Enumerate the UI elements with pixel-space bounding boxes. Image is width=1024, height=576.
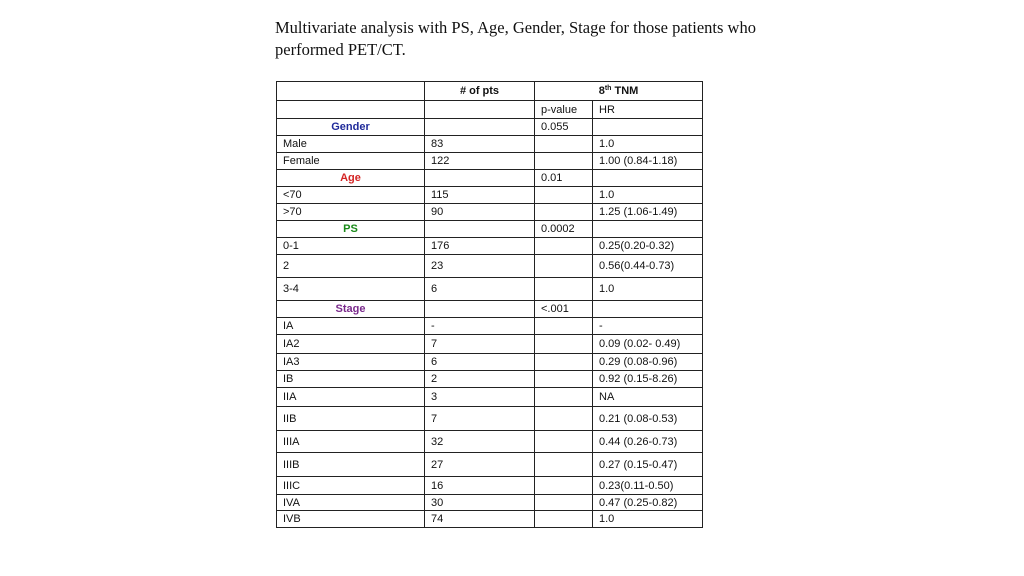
row-pts-cell: 27: [425, 453, 535, 477]
row-pvalue-cell: [535, 354, 593, 371]
row-pts-cell: 6: [425, 278, 535, 301]
row-hr-cell: 0.92 (0.15-8.26): [593, 371, 703, 388]
row-pvalue-cell: [535, 477, 593, 495]
section-row: [277, 301, 703, 318]
section-label-stage: Stage: [277, 301, 425, 318]
row-label-cell: IB: [277, 371, 425, 388]
table-row: [277, 278, 703, 301]
section-row: [277, 221, 703, 238]
row-pvalue-cell: [535, 136, 593, 153]
row-pvalue-cell: [535, 278, 593, 301]
row-label-cell: >70: [277, 204, 425, 221]
section-hr-cell: [593, 301, 703, 318]
header-blank-cell: [277, 82, 425, 101]
row-hr-cell: 0.21 (0.08-0.53): [593, 407, 703, 431]
section-label-gender: Gender: [277, 119, 425, 136]
row-pts-cell: 90: [425, 204, 535, 221]
row-pts-cell: 83: [425, 136, 535, 153]
table-row: [277, 136, 703, 153]
section-row: [277, 119, 703, 136]
header-row: [277, 82, 703, 101]
row-hr-cell: -: [593, 318, 703, 335]
row-hr-cell: 0.23(0.11-0.50): [593, 477, 703, 495]
row-label-cell: IA: [277, 318, 425, 335]
row-label-cell: IVA: [277, 495, 425, 511]
header-tnm-cell: [535, 82, 703, 101]
row-label-cell: IIA: [277, 388, 425, 407]
row-hr-cell: 0.56(0.44-0.73): [593, 255, 703, 278]
section-hr-cell: [593, 170, 703, 187]
row-hr-cell: 0.27 (0.15-0.47): [593, 453, 703, 477]
section-pts-cell: [425, 301, 535, 318]
row-hr-cell: 1.0: [593, 511, 703, 528]
section-pvalue-cell: 0.0002: [535, 221, 593, 238]
row-pts-cell: 30: [425, 495, 535, 511]
row-pts-cell: 23: [425, 255, 535, 278]
header-pts-cell: # of pts: [425, 82, 535, 101]
table-row: [277, 511, 703, 528]
table-row: [277, 407, 703, 431]
subheader-row: [277, 101, 703, 119]
row-label-cell: IA2: [277, 335, 425, 354]
row-pts-cell: 115: [425, 187, 535, 204]
row-pvalue-cell: [535, 335, 593, 354]
row-label-cell: 3-4: [277, 278, 425, 301]
row-label-cell: IIIB: [277, 453, 425, 477]
row-pvalue-cell: [535, 318, 593, 335]
tnm-superscript: th: [604, 85, 612, 92]
row-pvalue-cell: [535, 453, 593, 477]
row-hr-cell: 1.25 (1.06-1.49): [593, 204, 703, 221]
section-label-age: Age: [277, 170, 425, 187]
row-label-cell: IVB: [277, 511, 425, 528]
row-pvalue-cell: [535, 431, 593, 453]
table-title: Multivariate analysis with PS, Age, Gender, Stage for those patients who performed PET/CT.: [275, 18, 756, 59]
tnm-prefix: 8: [598, 85, 605, 97]
row-label-cell: 0-1: [277, 238, 425, 255]
row-label-cell: IIB: [277, 407, 425, 431]
table-row: [277, 371, 703, 388]
row-hr-cell: 1.00 (0.84-1.18): [593, 153, 703, 170]
row-pvalue-cell: [535, 371, 593, 388]
row-label-cell: IIIC: [277, 477, 425, 495]
row-pvalue-cell: [535, 511, 593, 528]
row-pts-cell: 6: [425, 354, 535, 371]
table-row: [277, 255, 703, 278]
section-pvalue-cell: <.001: [535, 301, 593, 318]
section-row: [277, 170, 703, 187]
row-pvalue-cell: [535, 153, 593, 170]
table-row: [277, 354, 703, 371]
table-row: [277, 388, 703, 407]
row-pts-cell: 2: [425, 371, 535, 388]
table-row: [277, 477, 703, 495]
table-row: [277, 453, 703, 477]
row-pts-cell: 176: [425, 238, 535, 255]
row-label-cell: IIIA: [277, 431, 425, 453]
table-row: [277, 335, 703, 354]
section-hr-cell: [593, 119, 703, 136]
section-pts-cell: [425, 119, 535, 136]
row-hr-cell: NA: [593, 388, 703, 407]
row-pvalue-cell: [535, 187, 593, 204]
subheader-pvalue-cell: p-value: [535, 101, 593, 119]
row-label-cell: Male: [277, 136, 425, 153]
subheader-blank-cell: [425, 101, 535, 119]
row-pts-cell: 7: [425, 335, 535, 354]
row-label-cell: Female: [277, 153, 425, 170]
table-row: [277, 153, 703, 170]
row-label-cell: IA3: [277, 354, 425, 371]
row-hr-cell: 0.09 (0.02- 0.49): [593, 335, 703, 354]
table-row: [277, 495, 703, 511]
row-hr-cell: 0.44 (0.26-0.73): [593, 431, 703, 453]
row-pts-cell: 3: [425, 388, 535, 407]
row-pvalue-cell: [535, 495, 593, 511]
section-pvalue-cell: 0.055: [535, 119, 593, 136]
table-row: [277, 187, 703, 204]
subheader-hr-cell: HR: [593, 101, 703, 119]
row-pts-cell: -: [425, 318, 535, 335]
row-hr-cell: 1.0: [593, 187, 703, 204]
table-row: [277, 238, 703, 255]
row-pvalue-cell: [535, 204, 593, 221]
row-hr-cell: 1.0: [593, 136, 703, 153]
row-pts-cell: 7: [425, 407, 535, 431]
row-hr-cell: 1.0: [593, 278, 703, 301]
table-row: [277, 318, 703, 335]
row-label-cell: 2: [277, 255, 425, 278]
section-pts-cell: [425, 221, 535, 238]
section-pvalue-cell: 0.01: [535, 170, 593, 187]
table-row: [277, 204, 703, 221]
row-hr-cell: 0.25(0.20-0.32): [593, 238, 703, 255]
tnm-suffix: TNM: [611, 85, 639, 97]
row-label-cell: <70: [277, 187, 425, 204]
section-label-ps: PS: [277, 221, 425, 238]
row-pts-cell: 16: [425, 477, 535, 495]
row-hr-cell: 0.29 (0.08-0.96): [593, 354, 703, 371]
table-body: [277, 82, 703, 528]
row-pvalue-cell: [535, 238, 593, 255]
row-pts-cell: 122: [425, 153, 535, 170]
row-pvalue-cell: [535, 255, 593, 278]
subheader-blank-cell: [277, 101, 425, 119]
section-pts-cell: [425, 170, 535, 187]
row-pts-cell: 74: [425, 511, 535, 528]
row-pvalue-cell: [535, 407, 593, 431]
section-hr-cell: [593, 221, 703, 238]
multivariate-table: [276, 81, 703, 528]
row-hr-cell: 0.47 (0.25-0.82): [593, 495, 703, 511]
row-pts-cell: 32: [425, 431, 535, 453]
table-row: [277, 431, 703, 453]
row-pvalue-cell: [535, 388, 593, 407]
